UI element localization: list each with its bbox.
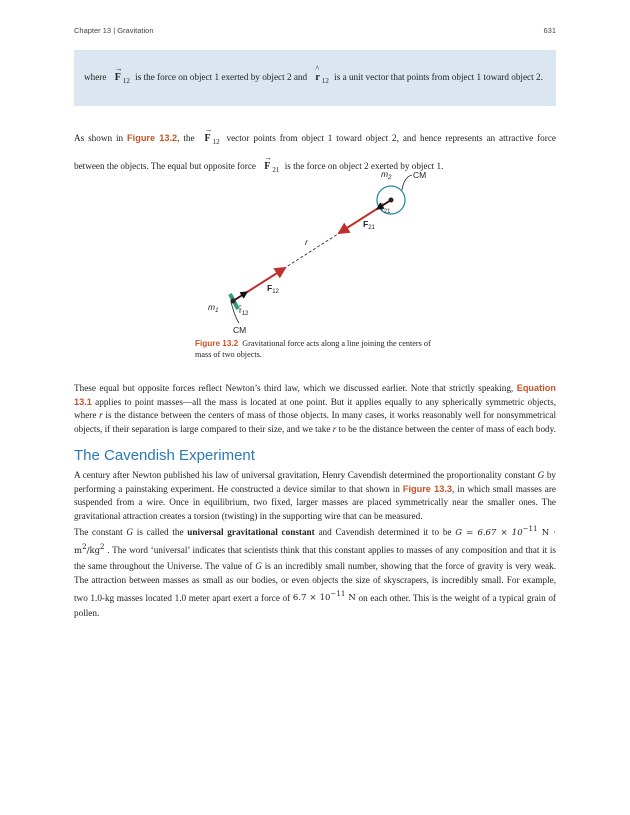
svg-text:m2: $m_2$: [381, 169, 392, 181]
gravitation-diagram: [195, 165, 435, 337]
note-text: where → F $_{12}$ is the force on object 1 exerted by object 2 and ^ r $_{12}$ is a unit vector that points from object 1 toward object 2.: [84, 66, 544, 92]
cm-top-label: CM: [413, 170, 427, 180]
r12-unit-vector-symbol: ^ r: [315, 64, 320, 83]
figure-13-3-link[interactable]: Figure 13.3: [402, 483, 453, 494]
m2-label: m: [381, 169, 389, 179]
svg-text:F21: $F_{21}$: [363, 219, 375, 231]
cm-bottom-label: CM: [233, 325, 247, 335]
definition-note: [74, 50, 556, 106]
r-distance-label: r: [305, 237, 308, 247]
svg-text:r̂21: $r̂_{21}$: [381, 203, 391, 215]
paragraph-4: The constant G is called the universal gravitational constant and Cavendish determined it to be $G = 6.67 \times 10^{-11}$ $N \cdot m^2/kg^2$ . The word ‘universal’ indicates that scientists think that this constant applies to masses of any composition and that it is the same throughout the Universe. The value of G is an incredibly small number, showing that the force of gravity is very weak. The attraction between masses as small as our bodies, or even objects the size of skyscrapers, is incredibly small. For example, two 1.0-kg masses located 1.0 meter apart exert a force of $6.7 \times 10^{-11}$ N on each other. This is the weight of a typical grain of pollen.: [74, 524, 557, 618]
figure-13-2: [195, 165, 435, 342]
section-title: The Cavendish Experiment: [74, 447, 255, 464]
svg-text:F12: $F_{12}$: [267, 283, 279, 295]
force-value-equation: $6.7 \times 10^{-11}$ N: [292, 589, 356, 604]
r21-label: r̂: [381, 203, 384, 213]
paragraph-1: As shown in Figure 13.2, the → F $_{12}$ vector points from object 1 toward object 2, and hence represents an attractive force between the objects. The equal but opposite force → F $_{21}$ is the force on object 2 exerted by object 1.: [74, 125, 556, 174]
figure-caption: Figure 13.2 Gravitational force acts along a line joining the centers of mass of two objects.: [195, 339, 431, 359]
page-number: 631: [543, 26, 556, 35]
chapter-header: Chapter 13 | Gravitation: [74, 26, 154, 35]
f21-label: F: [363, 219, 369, 229]
key-term: universal gravitational constant: [187, 526, 315, 537]
r12-unit-arrow: [233, 292, 247, 301]
f12-label: F: [267, 283, 273, 293]
paragraph-2: These equal but opposite forces reflect Newton’s third law, which we discussed earlier. Note that strictly speaking, Equation 13.1 applies to point masses—all the mass is located at one point. But it applies equally to any spherically symmetric objects, where r is the distance between the centers of mass of those objects. In many cases, it works reasonably well for nonsymmetrical objects, if their separation is large compared to their size, and we take r to be the distance between the center of mass of each body.: [74, 383, 556, 434]
svg-text:m1: $m_1$: [208, 302, 219, 314]
equation-13-1-link[interactable]: Equation 13.1: [74, 383, 556, 407]
g-value-equation: $G = 6.67 \times 10^{-11}$ $N \cdot m^2/kg^2$: [74, 524, 556, 557]
r21-unit-arrow: [377, 200, 391, 209]
caption-label: Figure 13.2: [195, 339, 239, 348]
figure-13-2-link[interactable]: Figure 13.2: [127, 133, 178, 143]
r12-label: r̂: [239, 305, 242, 315]
svg-text:r̂12: $r̂_{12}$: [239, 305, 249, 317]
m1-label: m: [208, 302, 216, 312]
paragraph-3: A century after Newton published his law of universal gravitation, Henry Cavendish determined the proportionality constant G by performing a painstaking experiment. He constructed a device similar to that shown in Figure 13.3, in which small masses are suspended from a wire. Once in equilibrium, two fixed, larger masses are placed symmetrically near the smaller ones. The gravitational attraction creates a torsion (twisting) in the supporting wire that can be measured.: [74, 470, 557, 521]
f12-vector-symbol: → F: [114, 64, 123, 83]
